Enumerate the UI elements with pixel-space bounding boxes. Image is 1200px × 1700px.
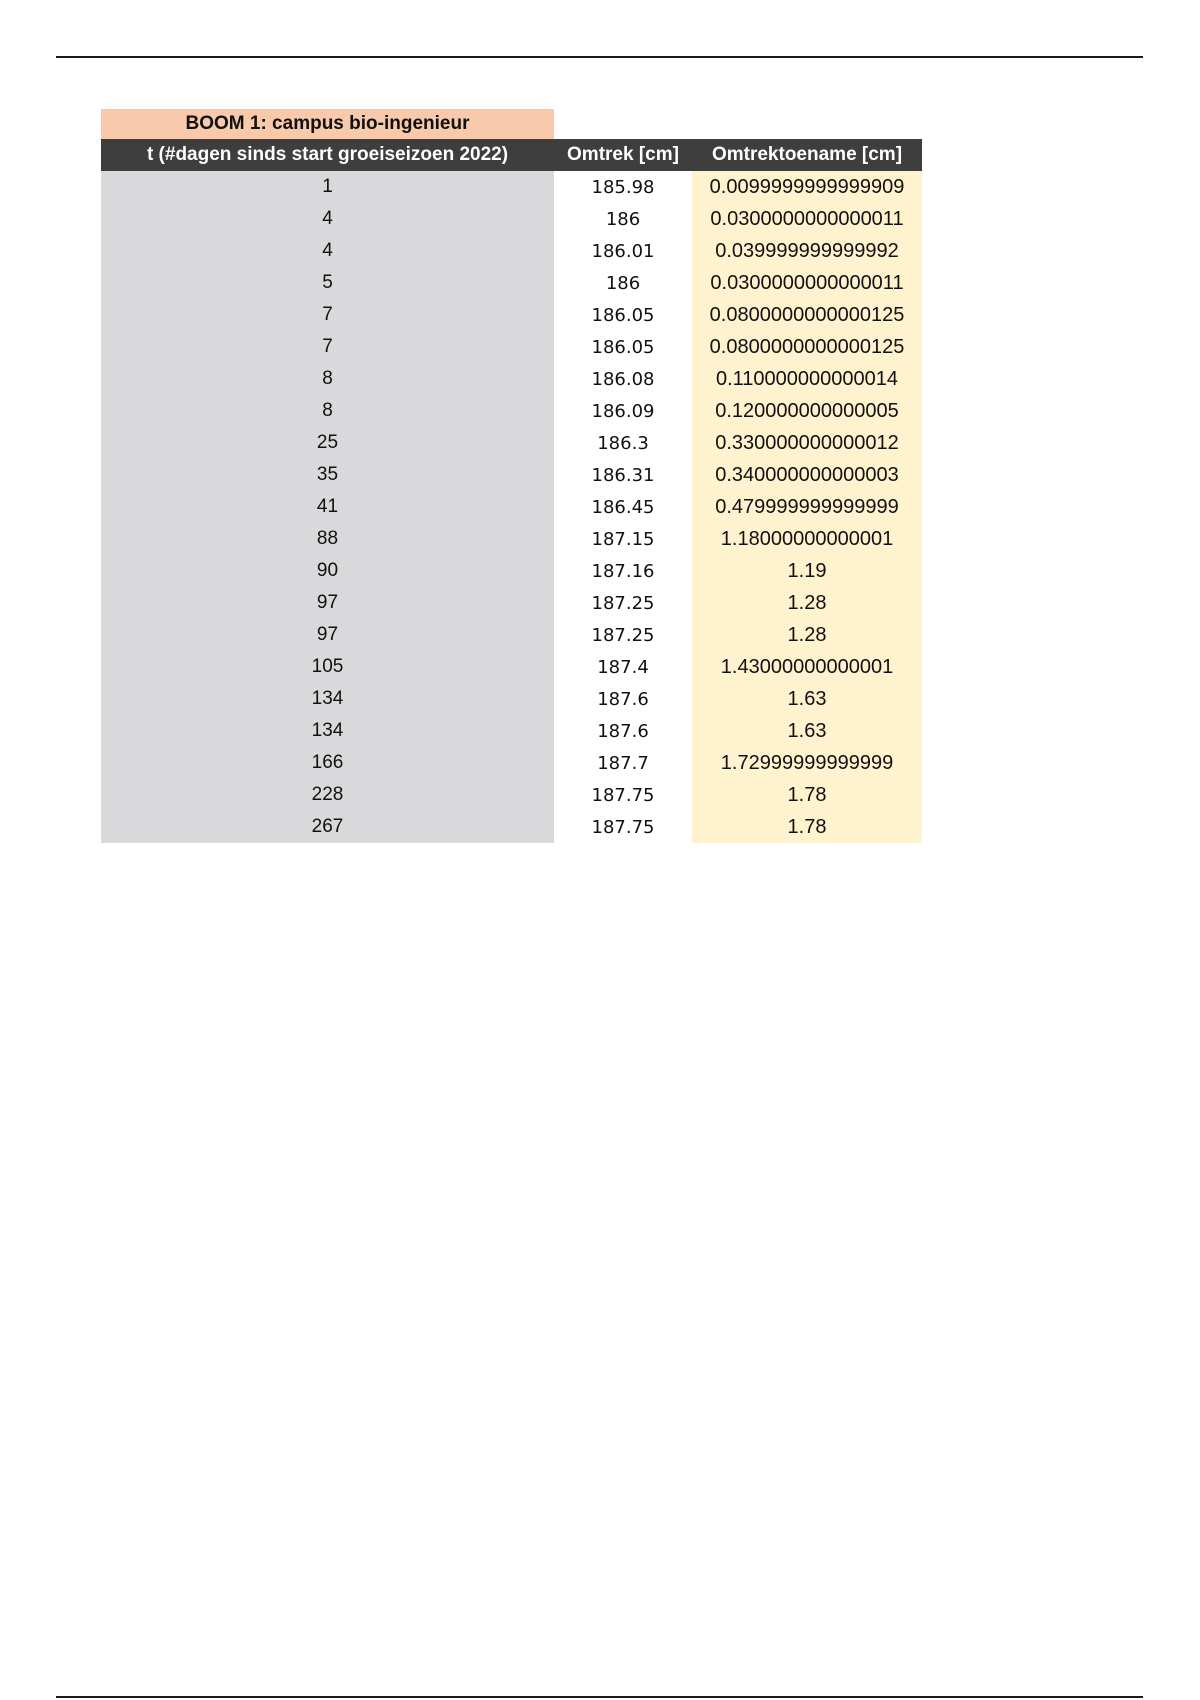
cell-omtrektoename: 0.0300000000000011 bbox=[692, 267, 922, 299]
table-row bbox=[101, 523, 922, 555]
cell-omtrek: 186.01 bbox=[554, 235, 692, 267]
cell-omtrektoename: 0.479999999999999 bbox=[692, 491, 922, 523]
table-row bbox=[101, 331, 922, 363]
cell-t-days: 267 bbox=[101, 811, 554, 843]
cell-omtrek: 187.25 bbox=[554, 587, 692, 619]
cell-omtrek: 186.05 bbox=[554, 331, 692, 363]
cell-omtrek: 186.3 bbox=[554, 427, 692, 459]
data-table bbox=[101, 139, 922, 843]
cell-omtrek: 187.7 bbox=[554, 747, 692, 779]
cell-t-days: 228 bbox=[101, 779, 554, 811]
cell-t-days: 25 bbox=[101, 427, 554, 459]
cell-t-days: 41 bbox=[101, 491, 554, 523]
table-row bbox=[101, 651, 922, 683]
cell-omtrek: 187.75 bbox=[554, 811, 692, 843]
cell-omtrektoename: 0.110000000000014 bbox=[692, 363, 922, 395]
cell-t-days: 166 bbox=[101, 747, 554, 779]
cell-omtrektoename: 1.63 bbox=[692, 683, 922, 715]
table-row bbox=[101, 747, 922, 779]
cell-omtrektoename: 1.28 bbox=[692, 587, 922, 619]
cell-omtrektoename: 0.0099999999999909 bbox=[692, 171, 922, 203]
cell-omtrektoename: 1.19 bbox=[692, 555, 922, 587]
cell-omtrektoename: 0.0800000000000125 bbox=[692, 331, 922, 363]
table-row bbox=[101, 171, 922, 203]
header-row bbox=[101, 139, 922, 171]
cell-t-days: 97 bbox=[101, 619, 554, 651]
top-rule bbox=[56, 56, 1143, 58]
table-row bbox=[101, 587, 922, 619]
cell-t-days: 7 bbox=[101, 331, 554, 363]
spreadsheet-table bbox=[101, 109, 922, 843]
cell-omtrek: 186.45 bbox=[554, 491, 692, 523]
cell-omtrek: 187.25 bbox=[554, 619, 692, 651]
cell-omtrek: 187.6 bbox=[554, 683, 692, 715]
cell-omtrek: 186.31 bbox=[554, 459, 692, 491]
table-row bbox=[101, 779, 922, 811]
cell-t-days: 134 bbox=[101, 715, 554, 747]
cell-omtrek: 186 bbox=[554, 267, 692, 299]
cell-omtrek: 187.15 bbox=[554, 523, 692, 555]
header-omtrektoename: Omtrektoename [cm] bbox=[692, 139, 922, 171]
cell-t-days: 8 bbox=[101, 363, 554, 395]
cell-omtrek: 186.08 bbox=[554, 363, 692, 395]
table-row bbox=[101, 715, 922, 747]
cell-omtrektoename: 1.43000000000001 bbox=[692, 651, 922, 683]
cell-t-days: 90 bbox=[101, 555, 554, 587]
cell-omtrek: 187.75 bbox=[554, 779, 692, 811]
table-row bbox=[101, 395, 922, 427]
cell-omtrektoename: 1.28 bbox=[692, 619, 922, 651]
table-row bbox=[101, 619, 922, 651]
table-row bbox=[101, 235, 922, 267]
cell-t-days: 8 bbox=[101, 395, 554, 427]
cell-omtrektoename: 0.0800000000000125 bbox=[692, 299, 922, 331]
table-row bbox=[101, 555, 922, 587]
cell-omtrektoename: 0.120000000000005 bbox=[692, 395, 922, 427]
cell-t-days: 4 bbox=[101, 203, 554, 235]
cell-t-days: 134 bbox=[101, 683, 554, 715]
cell-t-days: 88 bbox=[101, 523, 554, 555]
cell-omtrek: 187.4 bbox=[554, 651, 692, 683]
header-t-days: t (#dagen sinds start groeiseizoen 2022) bbox=[101, 139, 554, 171]
table-row bbox=[101, 491, 922, 523]
cell-omtrek: 187.16 bbox=[554, 555, 692, 587]
bottom-rule bbox=[56, 1696, 1143, 1698]
cell-t-days: 105 bbox=[101, 651, 554, 683]
table-row bbox=[101, 427, 922, 459]
table-row bbox=[101, 683, 922, 715]
table-row bbox=[101, 299, 922, 331]
table-body bbox=[101, 171, 922, 843]
table-row bbox=[101, 459, 922, 491]
cell-t-days: 4 bbox=[101, 235, 554, 267]
cell-t-days: 1 bbox=[101, 171, 554, 203]
cell-omtrektoename: 1.63 bbox=[692, 715, 922, 747]
cell-omtrektoename: 0.340000000000003 bbox=[692, 459, 922, 491]
cell-omtrektoename: 1.78 bbox=[692, 779, 922, 811]
cell-omtrektoename: 1.72999999999999 bbox=[692, 747, 922, 779]
table-title: BOOM 1: campus bio-ingenieur bbox=[101, 109, 554, 139]
cell-omtrektoename: 0.0300000000000011 bbox=[692, 203, 922, 235]
cell-omtrek: 185.98 bbox=[554, 171, 692, 203]
table-row bbox=[101, 267, 922, 299]
cell-t-days: 5 bbox=[101, 267, 554, 299]
table-row bbox=[101, 363, 922, 395]
table-row bbox=[101, 811, 922, 843]
header-omtrek: Omtrek [cm] bbox=[554, 139, 692, 171]
cell-omtrek: 186.09 bbox=[554, 395, 692, 427]
cell-omtrektoename: 0.330000000000012 bbox=[692, 427, 922, 459]
cell-omtrek: 187.6 bbox=[554, 715, 692, 747]
cell-omtrektoename: 1.78 bbox=[692, 811, 922, 843]
cell-omtrek: 186.05 bbox=[554, 299, 692, 331]
table-row bbox=[101, 203, 922, 235]
cell-t-days: 7 bbox=[101, 299, 554, 331]
cell-omtrek: 186 bbox=[554, 203, 692, 235]
cell-t-days: 97 bbox=[101, 587, 554, 619]
cell-omtrektoename: 0.039999999999992 bbox=[692, 235, 922, 267]
cell-t-days: 35 bbox=[101, 459, 554, 491]
cell-omtrektoename: 1.18000000000001 bbox=[692, 523, 922, 555]
